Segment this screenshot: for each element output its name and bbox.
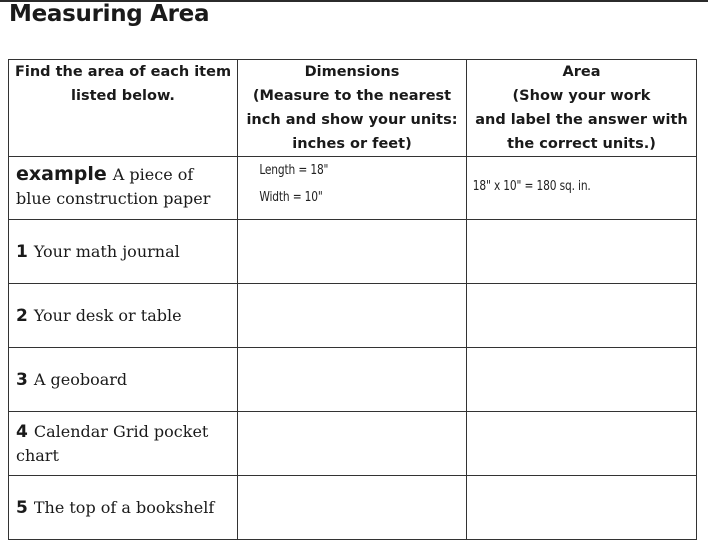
table-row [9, 220, 697, 284]
example-label: example [16, 163, 107, 185]
dimensions-answer-cell[interactable] [238, 348, 467, 412]
area-worksheet-table [8, 59, 697, 540]
item-cell: 4 Calendar Grid pocket chart [9, 412, 238, 476]
header-row [9, 60, 697, 157]
table-row [9, 476, 697, 540]
dimensions-answer-cell[interactable] [238, 412, 467, 476]
item-cell: 2 Your desk or table [9, 284, 238, 348]
page-title: Measuring Area [9, 1, 210, 27]
dimensions-answer-cell[interactable] [238, 284, 467, 348]
example-row [9, 157, 697, 220]
area-answer-cell[interactable] [467, 412, 697, 476]
example-length: Length = 18" [259, 163, 329, 178]
example-item-text: A piece of blue construction paper [16, 165, 211, 208]
area-answer-cell[interactable] [467, 284, 697, 348]
area-answer-cell[interactable] [467, 476, 697, 540]
example-area: 18" x 10" = 180 sq. in. [472, 179, 591, 194]
item-cell: 3 A geoboard [9, 348, 238, 412]
area-answer-cell[interactable] [467, 348, 697, 412]
dimensions-answer-cell[interactable] [238, 220, 467, 284]
header-area: Area (Show your work and label the answer with the correct units.) [467, 60, 697, 157]
example-area-cell [467, 157, 697, 220]
table-row [9, 412, 697, 476]
item-cell: 5 The top of a bookshelf [9, 476, 238, 540]
example-item-cell [9, 157, 238, 220]
header-dimensions: Dimensions (Measure to the nearest inch and show your units: inches or feet) [238, 60, 467, 157]
example-dimensions-cell [238, 157, 467, 220]
example-width: Width = 10" [259, 190, 323, 205]
dimensions-answer-cell[interactable] [238, 476, 467, 540]
area-answer-cell[interactable] [467, 220, 697, 284]
item-cell: 1 Your math journal [9, 220, 238, 284]
header-item-instructions: Find the area of each item listed below. [9, 60, 238, 157]
table-row [9, 348, 697, 412]
table-row [9, 284, 697, 348]
